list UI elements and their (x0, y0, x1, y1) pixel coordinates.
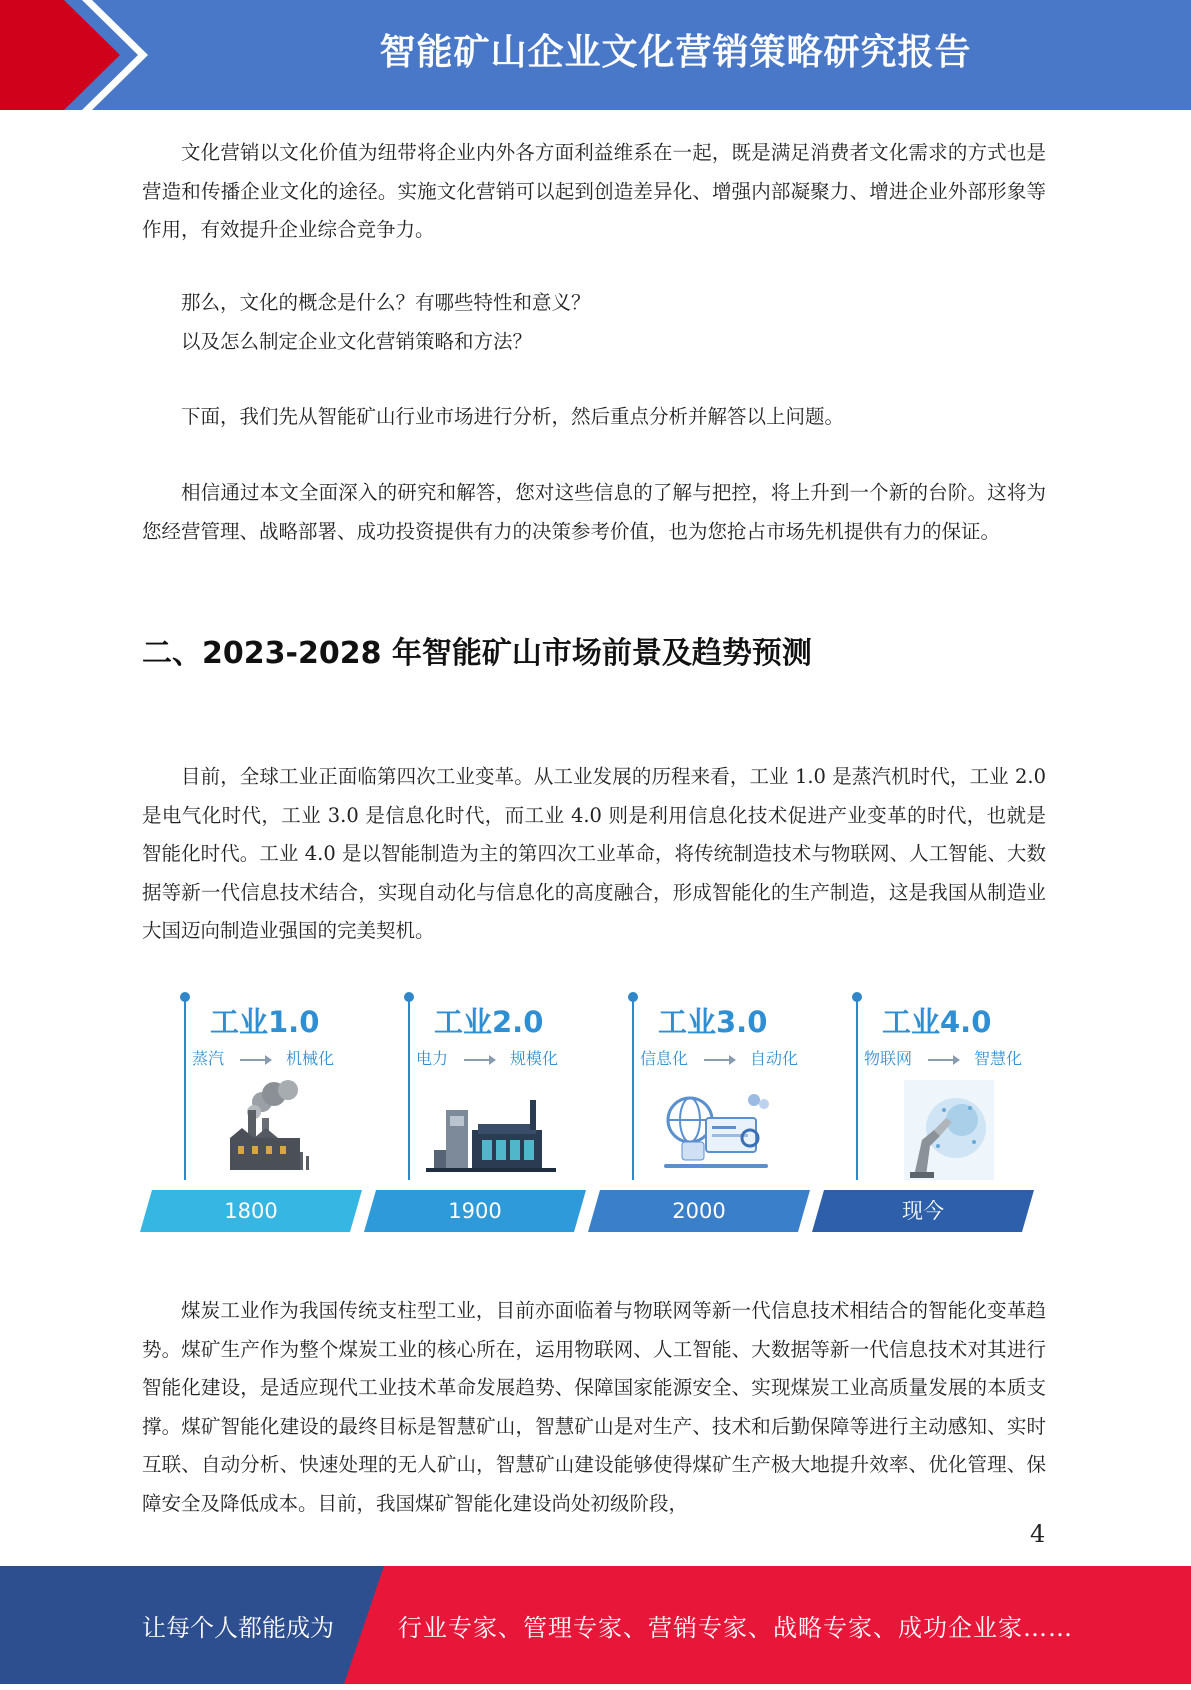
paragraph-block (142, 758, 1046, 951)
paragraph: 文化营销以文化价值为纽带将企业内外各方面利益维系在一起，既是满足消费者文化需求的方式也是营造和传播企业文化的途径。实施文化营销可以起到创造差异化、增强内部凝聚力、增进企业外部形象等作用，有效提升企业综合竞争力。 (142, 141, 1046, 241)
industry-timeline (140, 990, 1052, 1240)
paragraph: 煤炭工业作为我国传统支柱型工业，目前亦面临着与物联网等新一代信息技术相结合的智能化变革趋势。煤矿生产作为整个煤炭工业的核心所在，运用物联网、人工智能、大数据等新一代信息技术对其进行智能化建设，是适应现代工业技术革命发展趋势、保障国家能源安全、实现煤炭工业高质量发展的本质支撑。煤矿智能化建设的最终目标是智慧矿山，智慧矿山是对生产、技术和后勤保障等进行主动感知、实时互联、自动分析、快速处理的无人矿山，智慧矿山建设能够使得煤矿生产极大地提升效率、优化管理、保障安全及降低成本。目前，我国煤矿智能化建设尚处初级阶段， (142, 1299, 1046, 1515)
timeline-stem (408, 1000, 410, 1180)
era-transition: 物联网 智慧化 (864, 1049, 1023, 1068)
era-transition: 蒸汽 机械化 (192, 1049, 335, 1068)
paragraph: 下面，我们先从智能矿山行业市场进行分析，然后重点分析并解答以上问题。 (181, 405, 845, 428)
factory-smokestack-icon (202, 1080, 332, 1180)
report-title: 智能矿山企业文化营销策略研究报告 (379, 32, 972, 73)
era-year-banner (812, 1190, 1034, 1232)
era-title: 工业3.0 (658, 1005, 768, 1039)
timeline-stem (632, 1000, 634, 1180)
header-chevron-icon (0, 0, 150, 110)
information-network-icon (650, 1080, 780, 1180)
question-line: 那么，文化的概念是什么？有哪些特性和意义？ (181, 291, 591, 314)
era-year: 2000 (672, 1199, 726, 1223)
arrow-right-icon (464, 1059, 494, 1061)
era-year-banner (140, 1190, 362, 1232)
era-title: 工业2.0 (434, 1005, 544, 1039)
page-footer (0, 1566, 1191, 1684)
section-heading: 二、2023-2028 年智能矿山市场前景及趋势预测 (142, 636, 812, 671)
paragraph-block (142, 398, 1046, 437)
timeline-era-1 (140, 990, 362, 1240)
paragraph-block (142, 474, 1046, 551)
era-year-banner (588, 1190, 810, 1232)
footer-slogan: 让每个人都能成为 (142, 1614, 334, 1642)
page-header (0, 0, 1191, 110)
arrow-right-icon (240, 1059, 270, 1061)
era-title: 工业4.0 (882, 1005, 992, 1039)
timeline-era-3 (588, 990, 810, 1240)
era-year: 现今 (902, 1199, 944, 1223)
arrow-right-icon (928, 1059, 958, 1061)
era-year: 1900 (448, 1199, 502, 1223)
paragraph: 目前，全球工业正面临第四次工业变革。从工业发展的历程来看，工业 1.0 是蒸汽机时代，工业 2.0 是电气化时代，工业 3.0 是信息化时代，而工业 4.0 则是利用信息化技术促进产业变革的时代，也就是智能化时代。工业 4.0 是以智能制造为主的第四次工业革命，将传统制造技术与物联网、人工智能、大数据等新一代信息技术结合，实现自动化与信息化的高度融合，形成智能化的生产制造，这是我国从制造业大国迈向制造业强国的完美契机。 (142, 765, 1046, 942)
era-transition: 电力 规模化 (416, 1049, 559, 1068)
timeline-era-2 (364, 990, 586, 1240)
arrow-right-icon (704, 1059, 734, 1061)
question-block (142, 284, 1046, 361)
era-year: 1800 (224, 1199, 278, 1223)
power-plant-icon (426, 1080, 556, 1180)
intro-block (142, 134, 1046, 250)
timeline-stem (856, 1000, 858, 1180)
era-title: 工业1.0 (210, 1005, 320, 1039)
timeline-stem (184, 1000, 186, 1180)
robot-arm-icon (874, 1080, 1004, 1180)
era-year-banner (364, 1190, 586, 1232)
question-line: 以及怎么制定企业文化营销策略和方法？ (181, 329, 533, 353)
era-transition: 信息化 自动化 (640, 1049, 799, 1068)
footer-roles: 行业专家、管理专家、营销专家、战略专家、成功企业家…… (398, 1614, 1073, 1642)
timeline-era-4 (812, 990, 1034, 1240)
paragraph-block (142, 1292, 1046, 1523)
page-number: 4 (1030, 1520, 1046, 1548)
paragraph: 相信通过本文全面深入的研究和解答，您对这些信息的了解与把控，将上升到一个新的台阶。这将为您经营管理、战略部署、成功投资提供有力的决策参考价值，也为您抢占市场先机提供有力的保证。 (142, 481, 1046, 543)
